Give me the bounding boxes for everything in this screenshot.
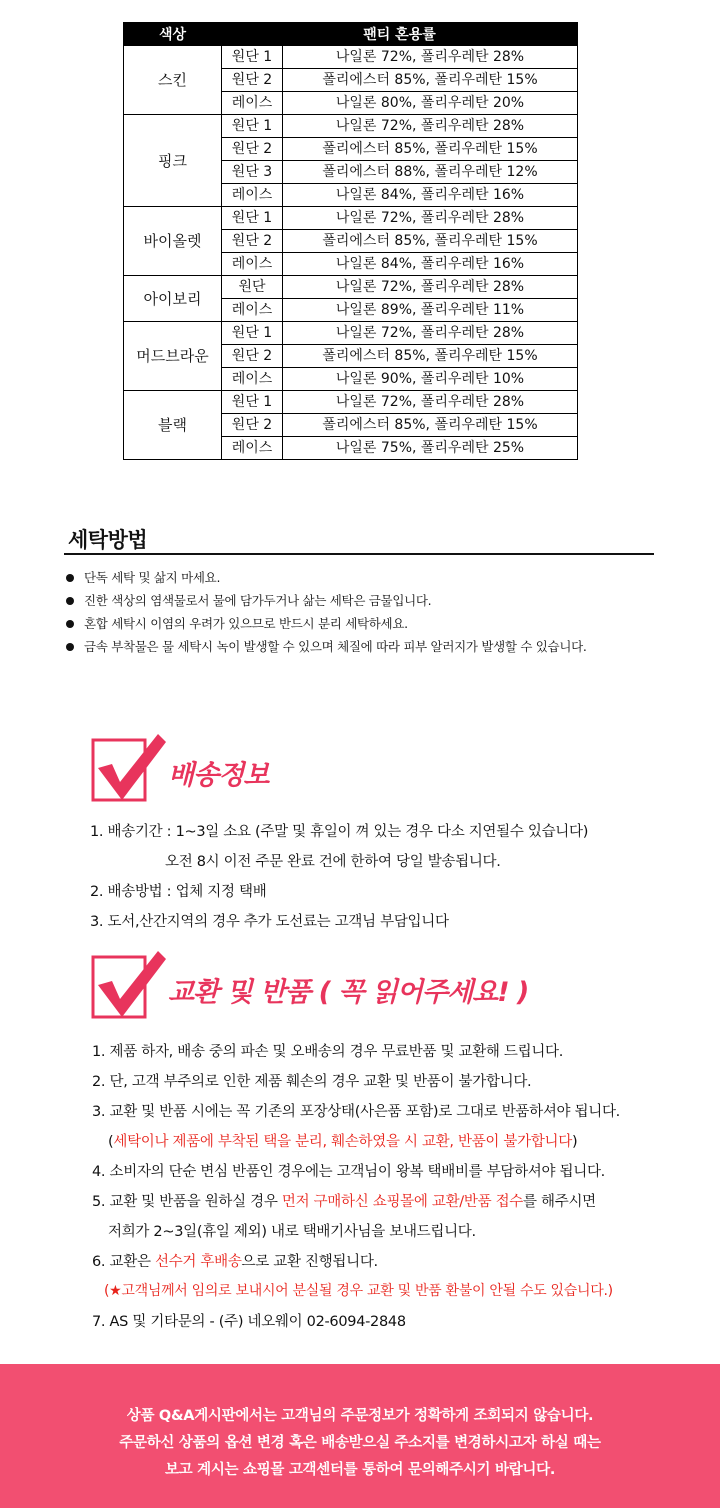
part-cell: 원단 1 (222, 322, 283, 345)
blend-cell: 나일론 72%, 폴리우레탄 28% (283, 46, 578, 69)
exchange-line-3-note: (세탁이나 제품에 부착된 택을 분리, 훼손하였을 시 교환, 반품이 불가합니다) (108, 1134, 578, 1150)
part-cell: 원단 3 (222, 161, 283, 184)
exchange-line-5b: 저희가 2~3일(휴일 제외) 내로 택배기사님을 보내드립니다. (108, 1224, 476, 1240)
color-cell: 블랙 (124, 391, 222, 460)
checkmark-icon (90, 947, 170, 1022)
washing-item-text: 혼합 세탁시 이염의 우려가 있으므로 반드시 분리 세탁하세요. (84, 616, 408, 631)
color-cell: 머드브라운 (124, 322, 222, 391)
bullet-icon (66, 574, 74, 582)
blend-cell: 폴리에스터 85%, 폴리우레탄 15% (283, 230, 578, 253)
blend-cell: 나일론 84%, 폴리우레탄 16% (283, 184, 578, 207)
shipping-line-3: 3. 도서,산간지역의 경우 추가 도선료는 고객님 부담입니다 (90, 914, 449, 930)
blend-cell: 폴리에스터 88%, 폴리우레탄 12% (283, 161, 578, 184)
exchange-line-5 (92, 1190, 596, 1211)
color-cell: 바이올렛 (124, 207, 222, 276)
blend-cell: 나일론 72%, 폴리우레탄 28% (283, 391, 578, 414)
composition-table (123, 22, 578, 460)
footer-line-3: 보고 계시는 쇼핑몰 고객센터를 통하여 문의해주시기 바랍니다. (164, 1462, 556, 1478)
table-row (124, 115, 578, 138)
bullet-icon (66, 597, 74, 605)
exchange-line-6 (92, 1250, 378, 1271)
part-cell: 원단 1 (222, 207, 283, 230)
text-segment: 를 해주시면 (523, 1194, 596, 1210)
shipping-line-1b: 오전 8시 이전 주문 완료 건에 한하여 당일 발송됩니다. (165, 854, 501, 870)
part-cell: 원단 2 (222, 345, 283, 368)
blend-cell: 폴리에스터 85%, 폴리우레탄 15% (283, 345, 578, 368)
part-cell: 레이스 (222, 92, 283, 115)
part-cell: 원단 2 (222, 230, 283, 253)
part-cell: 레이스 (222, 299, 283, 322)
table-header-row (124, 23, 578, 46)
footer-line-1: 상품 Q&A게시판에서는 고객님의 주문정보가 정확하게 조회되지 않습니다. (126, 1408, 594, 1424)
table-row (124, 276, 578, 299)
exchange-line-4: 4. 소비자의 단순 변심 반품인 경우에는 고객님이 왕복 택배비를 부담하셔야 됩니다. (92, 1164, 605, 1180)
exchange-line-3: 3. 교환 및 반품 시에는 꼭 기존의 포장상태(사은품 포함)로 그대로 반품하셔야 됩니다. (92, 1104, 620, 1120)
table-row (124, 322, 578, 345)
header-color: 색상 (124, 23, 222, 46)
shipping-line-1: 1. 배송기간 : 1~3일 소요 (주말 및 휴일이 껴 있는 경우 다소 지연될수 있습니다) (90, 824, 589, 840)
blend-cell: 나일론 72%, 폴리우레탄 28% (283, 322, 578, 345)
color-cell: 스킨 (124, 46, 222, 115)
shipping-line-2: 2. 배송방법 : 업체 지정 택배 (90, 884, 267, 900)
header-blend: 팬티 혼용률 (222, 23, 578, 46)
part-cell: 레이스 (222, 253, 283, 276)
footer-line-2: 주문하신 상품의 옵션 변경 혹은 배송받으실 주소지를 변경하시고자 하실 때는 (119, 1435, 601, 1451)
bullet-icon (66, 643, 74, 651)
part-cell: 원단 2 (222, 138, 283, 161)
part-cell: 원단 1 (222, 391, 283, 414)
blend-cell: 나일론 72%, 폴리우레탄 28% (283, 115, 578, 138)
warning-text: 먼저 구매하신 쇼핑몰에 교환/반품 접수 (281, 1194, 524, 1210)
blend-cell: 나일론 89%, 폴리우레탄 11% (283, 299, 578, 322)
blend-cell: 나일론 90%, 폴리우레탄 10% (283, 368, 578, 391)
blend-cell: 폴리에스터 85%, 폴리우레탄 15% (283, 138, 578, 161)
color-cell: 핑크 (124, 115, 222, 207)
blend-cell: 폴리에스터 85%, 폴리우레탄 15% (283, 414, 578, 437)
washing-list (66, 566, 587, 658)
part-cell: 레이스 (222, 437, 283, 460)
blend-cell: 나일론 72%, 폴리우레탄 28% (283, 276, 578, 299)
exchange-line-2: 2. 단, 고객 부주의로 인한 제품 훼손의 경우 교환 및 반품이 불가합니다. (92, 1074, 532, 1090)
blend-cell: 나일론 75%, 폴리우레탄 25% (283, 437, 578, 460)
exchange-line-1: 1. 제품 하자, 배송 중의 파손 및 오배송의 경우 무료반품 및 교환해 드립니다. (92, 1044, 564, 1060)
exchange-line-7: 7. AS 및 기타문의 - (주) 네오웨이 02-6094-2848 (92, 1314, 406, 1330)
list-item (66, 589, 587, 612)
part-cell: 원단 (222, 276, 283, 299)
blend-cell: 나일론 72%, 폴리우레탄 28% (283, 207, 578, 230)
washing-divider (64, 553, 654, 555)
part-cell: 원단 1 (222, 115, 283, 138)
washing-title: 세탁방법 (68, 528, 148, 552)
part-cell: 원단 2 (222, 69, 283, 92)
exchange-warning: (★고객님께서 임의로 보내시어 분실될 경우 교환 및 반품 환불이 안될 수도 있습니다.) (104, 1283, 613, 1299)
blend-cell: 폴리에스터 85%, 폴리우레탄 15% (283, 69, 578, 92)
list-item (66, 635, 587, 658)
bullet-icon (66, 620, 74, 628)
blend-cell: 나일론 80%, 폴리우레탄 20% (283, 92, 578, 115)
shipping-title: 배송정보 (168, 760, 269, 791)
part-cell: 원단 1 (222, 46, 283, 69)
warning-text: 세탁이나 제품에 부착된 택을 분리, 훼손하였을 시 교환, 반품이 불가합니다 (113, 1134, 572, 1150)
blend-cell: 나일론 84%, 폴리우레탄 16% (283, 253, 578, 276)
checkmark-icon (90, 730, 170, 805)
text-segment: 5. 교환 및 반품을 원하실 경우 (92, 1194, 282, 1210)
part-cell: 레이스 (222, 184, 283, 207)
text-segment: 으로 교환 진행됩니다. (241, 1254, 378, 1270)
color-cell: 아이보리 (124, 276, 222, 322)
text-segment: 6. 교환은 (92, 1254, 155, 1270)
part-cell: 레이스 (222, 368, 283, 391)
list-item (66, 566, 587, 589)
table-row (124, 46, 578, 69)
list-item (66, 612, 587, 635)
exchange-title: 교환 및 반품 ( 꼭 읽어주세요! ) (168, 977, 529, 1008)
warning-text: 선수거 후배송 (154, 1254, 242, 1270)
footer-notice (0, 1364, 720, 1508)
table-row (124, 207, 578, 230)
table-row (124, 391, 578, 414)
washing-item-text: 단독 세탁 및 삶지 마세요. (84, 570, 221, 585)
washing-item-text: 금속 부착물은 물 세탁시 녹이 발생할 수 있으며 체질에 따라 피부 알러지가 발생할 수 있습니다. (84, 639, 587, 654)
part-cell: 원단 2 (222, 414, 283, 437)
washing-item-text: 진한 색상의 염색물로서 물에 담가두거나 삶는 세탁은 금물입니다. (84, 593, 432, 608)
